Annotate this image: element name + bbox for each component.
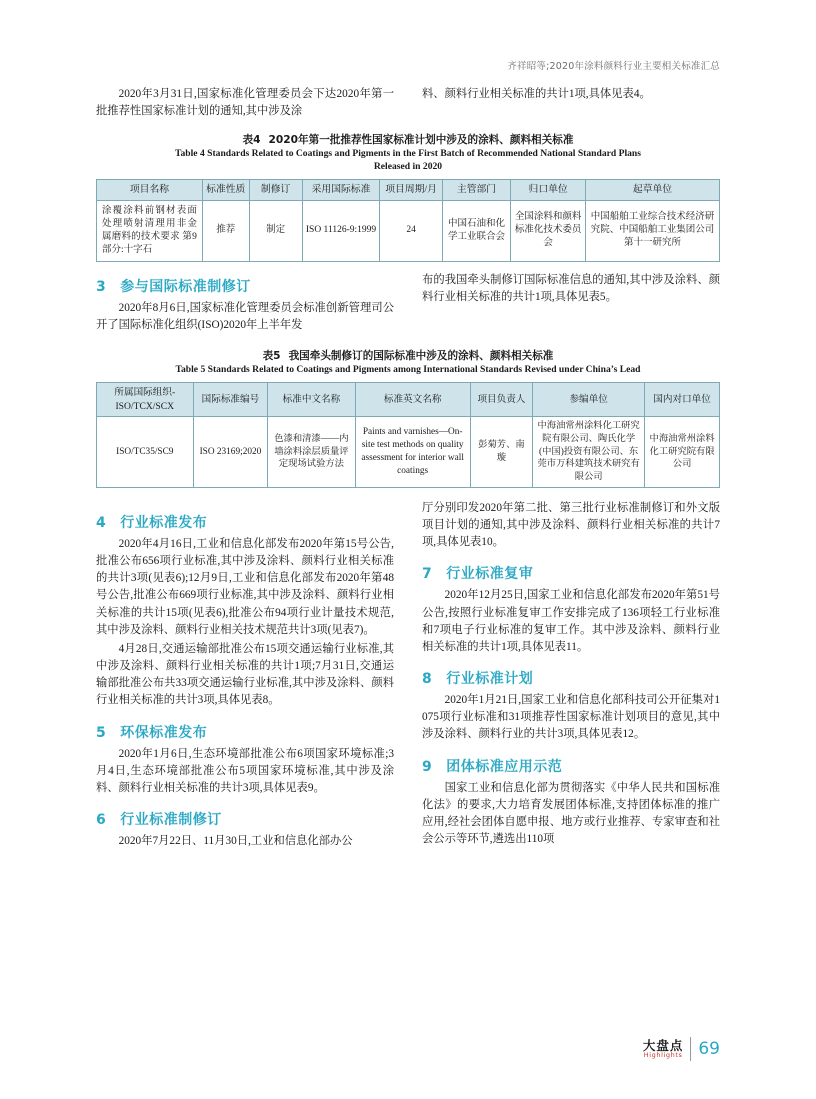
section4-title: 行业标准发布 [120,515,208,531]
table4-cell: 中国石油和化学工业联合会 [442,200,511,261]
table4-block [96,132,720,262]
table-row [97,416,720,487]
section3-left-column [96,264,394,336]
running-head: 齐祥昭等;2020年涂料颜料行业主要相关标准汇总 [507,61,720,72]
table5-title-cn [96,348,720,363]
table5-col-header: 标准英文名称 [355,383,470,416]
table5-title-cn-text: 我国牵头制修订的国际标准中涉及的涂料、颜料相关标准 [288,350,554,363]
section-heading-4 [96,512,394,532]
table4-cell: 涂覆涂料前钢材表面处理喷射清理用非金属磨料的技术要求 第9部分:十字石 [97,200,203,261]
section8-number: 8 [422,671,433,688]
table4 [96,179,720,262]
table4-col-header: 起草单位 [586,180,720,201]
table5-title-en: Table 5 Standards Related to Coatings and Pigments among International Standards Revised under China’s Lead [175,364,641,376]
table4-cell: 制定 [249,200,302,261]
section6-title: 行业标准制修订 [120,812,222,829]
page-content [96,86,720,852]
table5 [96,382,720,488]
section3-left-paragraph: 2020年8月6日,国家标准化管理委员会标准创新管理司公开了国际标准化组织(ISO)2020年上半年发 [96,302,394,332]
section-heading-7 [422,563,720,583]
body-right-column [422,500,720,852]
section-heading-6 [96,809,394,829]
table4-header-row [97,180,720,201]
section4-paragraph-1: 2020年4月16日,工业和信息化部发布2020年第15号公告,批准公布656项行业标准,其中涉及涂料、颜料行业相关标准的共计3项(见表6);12月9日,工业和信息化部发布2020年第48号公告,批准公布669项行业标准,其中涉及涂料、颜料行业相关标准的共计15项(见表6),批准公布94项行业计量技术规范,其中涉及涂料、颜料行业相关技术规范共计3项(见表7)。 [96,538,394,636]
table4-cell: 中国船舶工业综合技术经济研究院、中国船舶工业集团公司第十一研究所 [586,200,720,261]
table4-title-en [96,148,720,174]
table4-col-header: 项目周期/月 [380,180,442,201]
table4-col-header: 归口单位 [511,180,586,201]
section7-paragraph-1: 2020年12月25日,国家工业和信息化部发布2020年第51号公告,按照行业标准复审工作安排完成了136项轻工行业标准和7项电子行业标准的复审工作。其中涉及涂料、颜料行业相关标准的共计1项,具体见表11。 [422,589,720,653]
table4-title-cn [96,132,720,147]
table5-col-header: 项目负责人 [470,383,532,416]
section4-paragraph-2: 4月28日,交通运输部批准公布15项交通运输行业标准,其中涉及涂料、颜料行业相关标准的共计1项;7月31日,交通运输部批准公布共33项交通运输行业标准,其中涉及涂料、颜料行业相关标准的共计3项,具体见表8。 [96,642,394,707]
body-columns [96,500,720,852]
section9-number: 9 [422,758,433,775]
section9-paragraph-1: 国家工业和信息化部为贯彻落实《中华人民共和国标准化法》的要求,大力培育发展团体标准,支持团体标准的推广应用,经社会团体自愿申报、地方或行业推荐、专家审查和社会公示等环节,遴选出110项 [422,781,720,846]
section6-paragraph-1-right: 厅分别印发2020年第二批、第三批行业标准制修订和外文版项目计划的通知,其中涉及涂料、颜料行业相关标准的共计7项,具体见表10。 [422,502,720,549]
table5-cell: 中海油常州涂料化工研究院有限公司 [645,416,720,487]
table5-cell: Paints and varnishes—On-site test methods on quality assessment for interior wall coatings [355,416,470,487]
table5-cell: ISO 23169;2020 [193,416,268,487]
section7-title: 行业标准复审 [446,566,534,583]
table5-col-header: 国内对口单位 [645,383,720,416]
section3-right-paragraph: 布的我国牵头制修订国际标准信息的通知,其中涉及涂料、颜料行业相关标准的共计1项,具体见表5。 [422,274,720,304]
table5-col-header: 国际标准编号 [193,383,268,416]
page-number: 69 [698,1039,720,1059]
section4-number: 4 [96,515,107,531]
table5-cell: 色漆和清漆——内墙涂料涂层质量评定现场试验方法 [268,416,355,487]
table-row [97,200,720,261]
table5-number-cn: 表5 [262,350,281,363]
table5-cell: 中海油常州涂料化工研究院有限公司、陶氏化学(中国)投资有限公司、东莞市万科建筑技术研究有限公司 [533,416,645,487]
table4-col-header: 项目名称 [97,180,203,201]
table4-col-header: 采用国际标准 [302,180,380,201]
table4-number-cn: 表4 [242,134,261,147]
intro-left-column [96,86,394,122]
section-heading-5 [96,722,394,742]
section7-number: 7 [422,566,433,583]
section3-columns [96,264,720,336]
table5-cell: 彭菊芳、南璇 [470,416,532,487]
table4-cell: ISO 11126-9:1999 [302,200,380,261]
section6-paragraph-1-left: 2020年7月22日、11月30日,工业和信息化部办公 [118,835,353,848]
table4-col-header: 制修订 [249,180,302,201]
section3-number: 3 [96,279,107,296]
intro-left-paragraph: 2020年3月31日,国家标准化管理委员会下达2020年第一批推荐性国家标准计划的通知,其中涉及涂 [96,88,394,118]
footer-brand [643,1039,684,1059]
section8-title: 行业标准计划 [446,671,534,688]
section-heading-8 [422,668,720,688]
section3-right-column [422,264,720,336]
page-footer [643,1037,720,1061]
table4-cell: 24 [380,200,442,261]
table5-col-header: 标准中文名称 [268,383,355,416]
section5-number: 5 [96,724,107,741]
section9-title: 团体标准应用示范 [446,758,563,775]
section5-paragraph-1: 2020年1月6日,生态环境部批准公布6项国家环境标准;3月4日,生态环境部批准公布5项国家环境标准,其中涉及涂料、颜料行业相关标准的共计3项,具体见表9。 [96,747,394,794]
table5-header-row [97,383,720,416]
footer-brand-cn: 大盘点 [642,1038,684,1054]
table4-cell: 推荐 [202,200,249,261]
table4-cell: 全国涂料和颜料标准化技术委员会 [511,200,586,261]
table5-cell: ISO/TC35/SC9 [97,416,194,487]
table4-title-en-line1: Table 4 Standards Related to Coatings and Pigments in the First Batch of Recommended National Standard Plans [174,148,642,160]
section6-number: 6 [96,812,107,829]
table5-block [96,348,720,488]
intro-right-paragraph: 料、颜料行业相关标准的共计1项,具体见表4。 [422,88,651,100]
intro-columns [96,86,720,122]
section5-title: 环保标准发布 [120,724,208,741]
section8-paragraph-1: 2020年1月21日,国家工业和信息化部科技司公开征集对1 075项行业标准和31项推荐性国家标准计划项目的意见,其中涉及涂料、颜料行业的共计3项,具体见表12。 [422,694,720,741]
table4-col-header: 主管部门 [442,180,511,201]
table5-col-header: 所属国际组织-ISO/TCX/SCX [97,383,194,416]
intro-right-column [422,86,720,122]
footer-brand-en: Highlights [643,1051,683,1060]
footer-divider [690,1037,691,1061]
section3-title: 参与国际标准制修订 [120,279,251,296]
table4-col-header: 标准性质 [202,180,249,201]
table4-title-cn-text: 2020年第一批推荐性国家标准计划中涉及的涂料、颜料相关标准 [268,134,574,147]
section-heading-3 [96,276,394,296]
table5-col-header: 参编单位 [533,383,645,416]
body-left-column [96,500,394,852]
section-heading-9 [422,756,720,776]
table4-title-en-line2: Released in 2020 [373,161,443,173]
